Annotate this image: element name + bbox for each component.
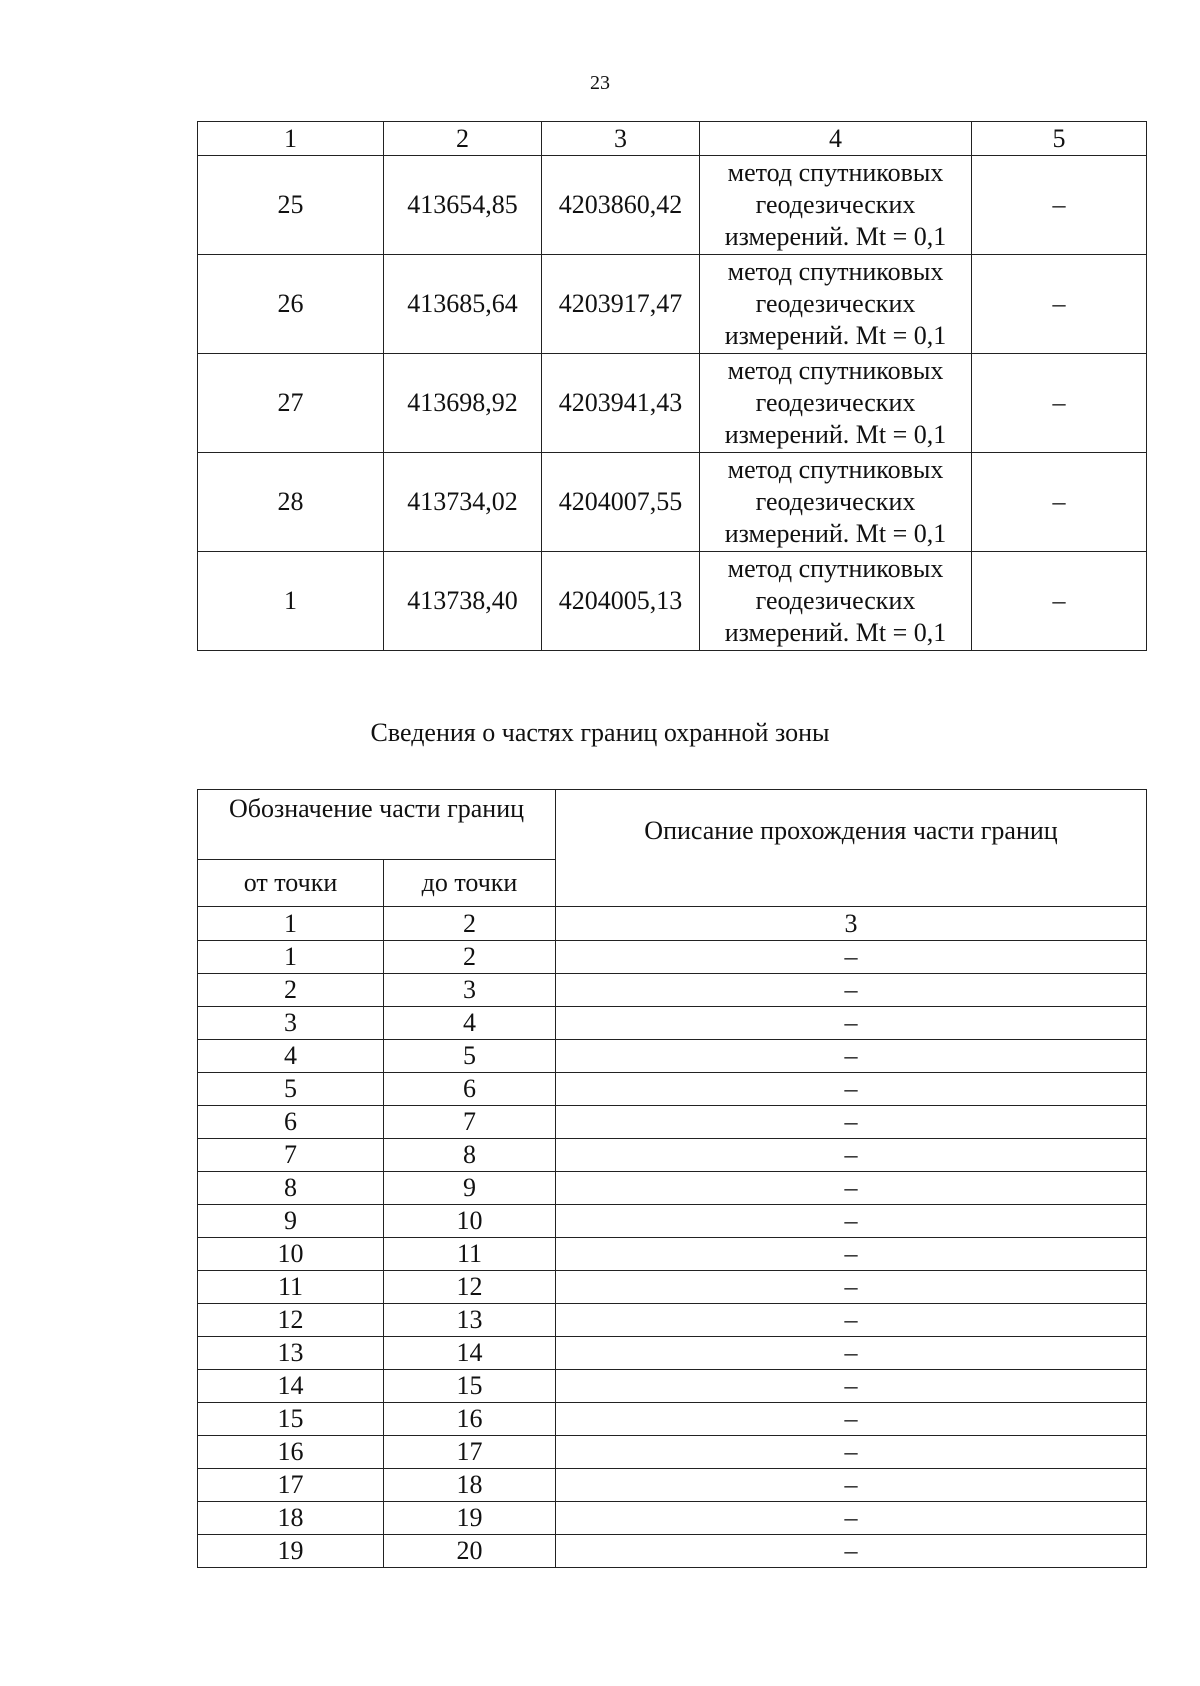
point-number: 26 [198, 255, 384, 354]
from-point: 11 [198, 1271, 384, 1304]
from-point: 7 [198, 1139, 384, 1172]
from-point: 5 [198, 1073, 384, 1106]
section-title: Сведения о частях границ охранной зоны [370, 718, 830, 747]
x-coordinate: 413738,40 [384, 552, 542, 651]
column-number: 1 [198, 907, 384, 941]
from-point: 15 [198, 1403, 384, 1436]
to-point: 15 [384, 1370, 556, 1403]
column-number-row [198, 907, 1147, 941]
column-number: 4 [700, 122, 972, 156]
description: – [556, 1139, 1147, 1172]
column-number-row [198, 122, 1147, 156]
designation-header: Обозначение части границ [198, 790, 556, 860]
method-description [700, 552, 972, 651]
y-coordinate: 4203917,47 [542, 255, 700, 354]
to-point: 5 [384, 1040, 556, 1073]
from-point: 19 [198, 1535, 384, 1568]
table-row [198, 1403, 1147, 1436]
description: – [556, 1172, 1147, 1205]
from-point: 1 [198, 941, 384, 974]
description: – [556, 1535, 1147, 1568]
description: – [556, 1106, 1147, 1139]
to-point: 12 [384, 1271, 556, 1304]
x-coordinate: 413654,85 [384, 156, 542, 255]
to-point: 11 [384, 1238, 556, 1271]
method-description [700, 156, 972, 255]
table-row [198, 552, 1147, 651]
table-row [198, 941, 1147, 974]
to-point: 6 [384, 1073, 556, 1106]
x-coordinate: 413734,02 [384, 453, 542, 552]
from-point: 16 [198, 1436, 384, 1469]
description: – [556, 941, 1147, 974]
description: – [556, 1469, 1147, 1502]
to-point: 9 [384, 1172, 556, 1205]
method-line: геодезических [755, 190, 916, 219]
to-point: 17 [384, 1436, 556, 1469]
method-line: метод спутниковых [727, 257, 944, 286]
method-description [700, 354, 972, 453]
description: – [556, 1007, 1147, 1040]
from-point: 8 [198, 1172, 384, 1205]
to-point: 18 [384, 1469, 556, 1502]
method-line: геодезических [755, 487, 916, 516]
from-point: 4 [198, 1040, 384, 1073]
to-point: 3 [384, 974, 556, 1007]
table-row [198, 1271, 1147, 1304]
point-number: 25 [198, 156, 384, 255]
x-coordinate: 413685,64 [384, 255, 542, 354]
table-row [198, 974, 1147, 1007]
table-row [198, 1106, 1147, 1139]
table-row [198, 1535, 1147, 1568]
method-line: метод спутниковых [727, 356, 944, 385]
description: – [556, 1403, 1147, 1436]
table-row [198, 1007, 1147, 1040]
table-row [198, 1502, 1147, 1535]
column-number: 1 [198, 122, 384, 156]
table-row [198, 156, 1147, 255]
description: – [556, 1304, 1147, 1337]
table-row [198, 354, 1147, 453]
description: – [556, 1073, 1147, 1106]
method-line: измерений. Mt = 0,1 [724, 420, 947, 449]
method-line: геодезических [755, 289, 916, 318]
from-point: 17 [198, 1469, 384, 1502]
to-point: 4 [384, 1007, 556, 1040]
description: – [556, 1205, 1147, 1238]
method-description [700, 453, 972, 552]
note: – [972, 156, 1147, 255]
to-point: 7 [384, 1106, 556, 1139]
from-point: 10 [198, 1238, 384, 1271]
coordinates-table [197, 121, 1147, 651]
table-row [198, 1436, 1147, 1469]
to-point: 2 [384, 941, 556, 974]
from-point-header: от точки [198, 860, 384, 907]
column-number: 2 [384, 122, 542, 156]
to-point: 20 [384, 1535, 556, 1568]
point-number: 1 [198, 552, 384, 651]
to-point-header: до точки [384, 860, 556, 907]
table-row [198, 1139, 1147, 1172]
from-point: 3 [198, 1007, 384, 1040]
table-row [198, 1370, 1147, 1403]
y-coordinate: 4204007,55 [542, 453, 700, 552]
y-coordinate: 4204005,13 [542, 552, 700, 651]
description: – [556, 1271, 1147, 1304]
column-number: 5 [972, 122, 1147, 156]
note: – [972, 354, 1147, 453]
method-line: измерений. Mt = 0,1 [724, 618, 947, 647]
to-point: 14 [384, 1337, 556, 1370]
description: – [556, 1370, 1147, 1403]
to-point: 8 [384, 1139, 556, 1172]
y-coordinate: 4203941,43 [542, 354, 700, 453]
description-header: Описание прохождения части границ [556, 790, 1147, 907]
table-row [198, 1073, 1147, 1106]
method-line: измерений. Mt = 0,1 [724, 222, 947, 251]
to-point: 16 [384, 1403, 556, 1436]
method-description [700, 255, 972, 354]
table-row [198, 1469, 1147, 1502]
to-point: 19 [384, 1502, 556, 1535]
from-point: 14 [198, 1370, 384, 1403]
column-number: 3 [542, 122, 700, 156]
note: – [972, 453, 1147, 552]
table-row [198, 453, 1147, 552]
table-row [198, 1205, 1147, 1238]
table-row [198, 1040, 1147, 1073]
method-line: метод спутниковых [727, 158, 944, 187]
note: – [972, 255, 1147, 354]
from-point: 9 [198, 1205, 384, 1238]
point-number: 27 [198, 354, 384, 453]
point-number: 28 [198, 453, 384, 552]
description: – [556, 1040, 1147, 1073]
description: – [556, 1436, 1147, 1469]
table-row [198, 1304, 1147, 1337]
y-coordinate: 4203860,42 [542, 156, 700, 255]
method-line: геодезических [755, 388, 916, 417]
from-point: 13 [198, 1337, 384, 1370]
method-line: измерений. Mt = 0,1 [724, 519, 947, 548]
page-number: 23 [590, 72, 610, 94]
method-line: измерений. Mt = 0,1 [724, 321, 947, 350]
method-line: метод спутниковых [727, 554, 944, 583]
note: – [972, 552, 1147, 651]
x-coordinate: 413698,92 [384, 354, 542, 453]
from-point: 2 [198, 974, 384, 1007]
from-point: 6 [198, 1106, 384, 1139]
table-row [198, 1172, 1147, 1205]
description: – [556, 1502, 1147, 1535]
description: – [556, 1238, 1147, 1271]
boundary-parts-table [197, 789, 1147, 1568]
table-row [198, 255, 1147, 354]
from-point: 12 [198, 1304, 384, 1337]
table-row [198, 1238, 1147, 1271]
column-number: 2 [384, 907, 556, 941]
description: – [556, 1337, 1147, 1370]
method-line: геодезических [755, 586, 916, 615]
method-line: метод спутниковых [727, 455, 944, 484]
column-number: 3 [556, 907, 1147, 941]
description: – [556, 974, 1147, 1007]
table-row [198, 1337, 1147, 1370]
to-point: 13 [384, 1304, 556, 1337]
from-point: 18 [198, 1502, 384, 1535]
to-point: 10 [384, 1205, 556, 1238]
